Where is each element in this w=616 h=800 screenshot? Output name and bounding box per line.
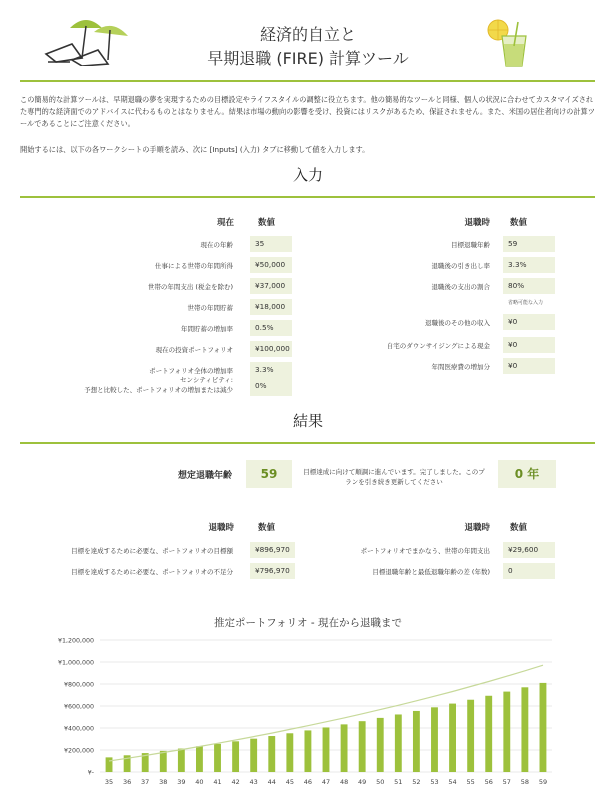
input-label: センシティビティ: <box>180 376 233 384</box>
results-right-header: 退職時 <box>464 523 490 533</box>
bar <box>431 707 438 772</box>
x-tick-label: 41 <box>213 778 222 786</box>
inputs-current-value-header: 数値 <box>258 218 276 228</box>
annual-expense-input[interactable]: ¥37,000 <box>250 278 292 294</box>
y-tick-label: ¥400,000 <box>63 725 94 733</box>
x-tick-label: 38 <box>159 778 168 786</box>
results-left-value-header: 数値 <box>258 523 276 533</box>
bar <box>341 724 348 772</box>
inputs-current-header: 現在 <box>216 218 234 228</box>
bar <box>485 696 492 772</box>
results-divider <box>20 442 595 444</box>
input-label: 世帯の年間支出 (税金を除む) <box>147 283 233 291</box>
downsizing-cash-input[interactable]: ¥0 <box>503 337 555 353</box>
x-tick-label: 57 <box>502 778 511 786</box>
y-tick-label: ¥200,000 <box>63 747 94 755</box>
x-tick-label: 35 <box>104 778 114 786</box>
x-tick-label: 44 <box>267 778 276 786</box>
intro-paragraph: この簡易的な計算ツールは、早期退職の夢を実現するための目標設定やライフスタイルの調整に役立ちます。他の簡易的なツールと同様、個人の状況に合わせてカスタマイズされた専門的な経済面でのアドバイスに代わるものとはなりません。結果は市場の動向の影響を受け、投資にはリスクがあるため、保証されません。また、米国の居住者向けの計算ツールであることにご注意ください。 <box>20 95 595 128</box>
target-portfolio-value: ¥896,970 <box>250 542 295 558</box>
withdrawal-rate-input[interactable]: 3.3% <box>503 257 555 273</box>
x-tick-label: 37 <box>141 778 150 786</box>
y-tick-label: ¥- <box>87 769 94 777</box>
input-label: 年間貯蓄の増加率 <box>181 325 233 333</box>
results-right-value-header: 数値 <box>510 523 528 533</box>
chart-title: 推定ポートフォリオ - 現在から退職まで <box>213 617 403 629</box>
input-label: 退職後の引き出し率 <box>431 262 490 270</box>
bar <box>540 683 547 772</box>
bar <box>395 714 402 772</box>
x-tick-label: 56 <box>484 778 493 786</box>
current-portfolio-input[interactable]: ¥100,000 <box>250 341 292 357</box>
bar <box>286 733 293 772</box>
result-label: 目標退職年齢と最低退職年齢の差 (年数) <box>372 568 490 576</box>
annual-income-input[interactable]: ¥50,000 <box>250 257 292 273</box>
input-label: 現在の投資ポートフォリオ <box>155 346 233 354</box>
bar <box>214 744 221 772</box>
bar <box>449 704 456 772</box>
input-label: 世帯の年間貯蓄 <box>187 304 233 312</box>
input-label: 目標退職年齢 <box>451 241 490 249</box>
bar <box>196 746 203 772</box>
x-tick-label: 52 <box>412 778 421 786</box>
input-label: 予想と比較した、ポートフォリオの増加または減少 <box>84 386 233 394</box>
bar <box>250 739 257 772</box>
bar <box>106 757 113 772</box>
annual-savings-input[interactable]: ¥18,000 <box>250 299 292 315</box>
y-tick-label: ¥1,000,000 <box>57 659 94 667</box>
y-tick-label: ¥800,000 <box>63 681 94 689</box>
inputs-divider <box>20 196 595 198</box>
retire-age-gap-value: 0 <box>503 563 555 579</box>
input-label: 退職後の支出の割合 <box>431 283 490 291</box>
x-tick-label: 47 <box>321 778 331 786</box>
bar <box>178 749 185 772</box>
projected-retire-age-value: 59 <box>246 460 292 488</box>
x-tick-label: 36 <box>122 778 132 786</box>
x-tick-label: 46 <box>303 778 313 786</box>
x-tick-label: 58 <box>520 778 530 786</box>
sensitivity-input[interactable]: 0% <box>250 376 292 396</box>
input-label: ポートフォリオ全体の増加率 <box>149 367 233 375</box>
other-income-input[interactable]: ¥0 <box>503 314 555 330</box>
target-retire-age-input[interactable]: 59 <box>503 236 555 252</box>
inputs-retire-value-header: 数値 <box>510 218 528 228</box>
x-tick-label: 43 <box>249 778 258 786</box>
bar <box>467 700 474 772</box>
x-tick-label: 53 <box>430 778 439 786</box>
input-label: 現在の年齢 <box>200 241 233 249</box>
projected-retire-age-label: 想定退職年齢 <box>177 471 232 481</box>
result-label: ポートフォリオでまかなう、世帯の年間支出 <box>360 547 490 555</box>
inputs-retire-header: 退職時 <box>464 218 490 228</box>
result-label: 目標を達成するために必要な、ポートフォリオの不足分 <box>71 568 233 576</box>
bar <box>413 711 420 772</box>
bar <box>304 730 311 772</box>
bar <box>160 751 167 772</box>
y-tick-label: ¥600,000 <box>63 703 94 711</box>
bar <box>503 692 510 772</box>
x-tick-label: 48 <box>339 778 349 786</box>
years-remaining-value: 0 年 <box>498 460 556 488</box>
intro-instructions: 開始するには、以下の各ワークシートの手順を読み、次に [Inputs] (入力) タブに移動して値を入力します。 <box>20 145 370 154</box>
input-label: 年間医療費の増加分 <box>431 363 490 371</box>
portfolio-growth-input[interactable]: 3.3% <box>250 362 292 378</box>
portfolio-chart <box>0 630 616 800</box>
lemonade-glass-icon <box>484 16 532 68</box>
annual-expense-covered-value: ¥29,600 <box>503 542 555 558</box>
input-label: 自宅のダウンサイジングによる現金 <box>386 342 490 350</box>
bar <box>323 727 330 772</box>
bar <box>268 736 275 772</box>
page-title-line2: 早期退職 (FIRE) 計算ツール <box>207 49 409 68</box>
current-age-input[interactable]: 35 <box>250 236 292 252</box>
expense-ratio-input[interactable]: 80% <box>503 278 555 294</box>
x-tick-label: 59 <box>538 778 548 786</box>
bar <box>377 718 384 772</box>
x-tick-label: 39 <box>177 778 186 786</box>
x-tick-label: 45 <box>285 778 294 786</box>
medical-cost-input[interactable]: ¥0 <box>503 358 555 374</box>
bar <box>232 741 239 772</box>
x-tick-label: 49 <box>358 778 367 786</box>
result-label: 目標を達成するために必要な、ポートフォリオの目標額 <box>71 547 233 555</box>
x-tick-label: 55 <box>466 778 475 786</box>
status-message: 目標達成に向けて順調に進んでいます。完了しました。このプランを引き続き更新してください <box>303 468 485 486</box>
optional-input-note: 省略可能な入力 <box>508 300 544 306</box>
x-tick-label: 40 <box>195 778 204 786</box>
bar <box>521 687 528 772</box>
page-title-line1: 経済的自立と <box>259 25 356 44</box>
input-label: 仕事による世帯の年間所得 <box>155 262 233 270</box>
x-tick-label: 50 <box>376 778 385 786</box>
results-section-title: 結果 <box>292 412 323 430</box>
header-divider <box>20 80 595 82</box>
x-tick-label: 51 <box>394 778 403 786</box>
results-left-header: 退職時 <box>208 523 234 533</box>
input-label: 退職後のその他の収入 <box>425 319 490 327</box>
inputs-section-title: 入力 <box>292 166 323 184</box>
x-tick-label: 42 <box>231 778 240 786</box>
bar <box>359 721 366 772</box>
portfolio-shortfall-value: ¥796,970 <box>250 563 295 579</box>
savings-growth-input[interactable]: 0.5% <box>250 320 292 336</box>
y-tick-label: ¥1,200,000 <box>57 637 94 645</box>
x-tick-label: 54 <box>448 778 457 786</box>
